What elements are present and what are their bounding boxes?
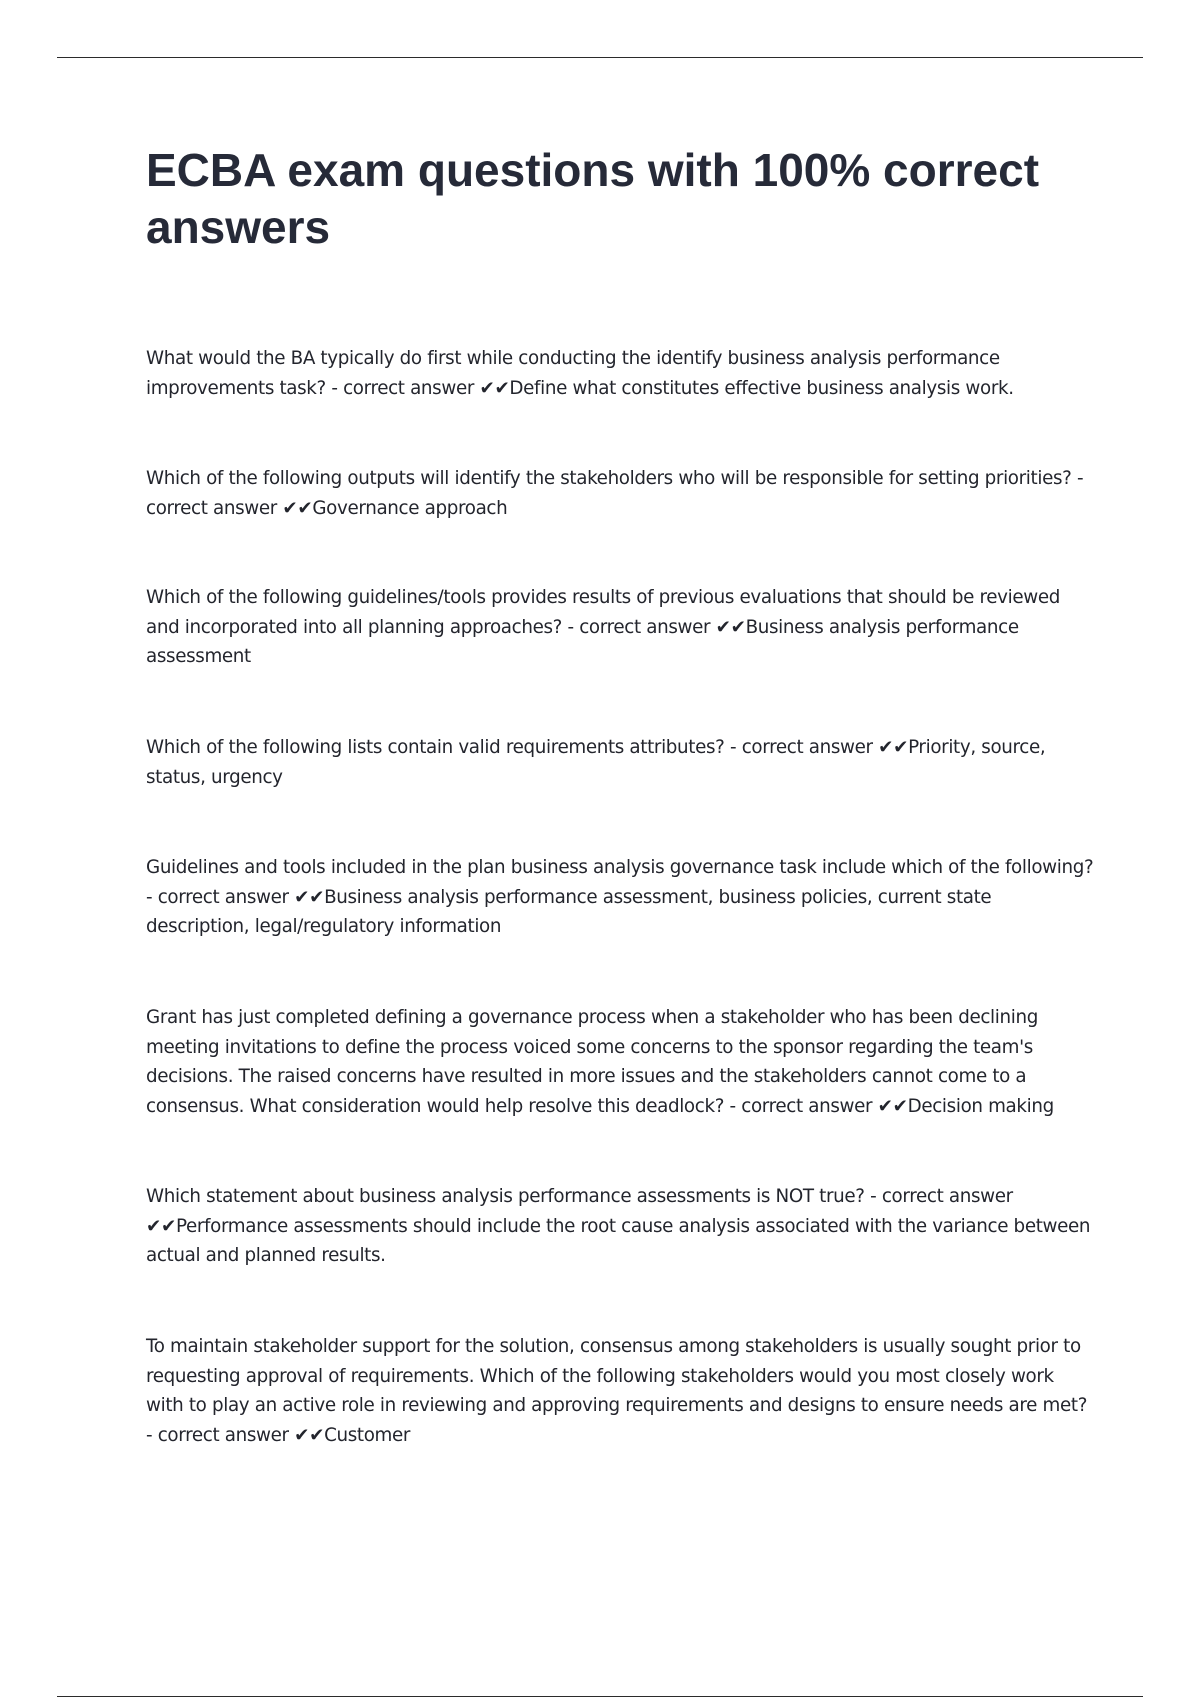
answer-text: Business analysis performance assessment, business policies, current state description, legal/regulatory information [146,886,992,937]
separator: - [325,377,344,399]
checkmark-icon: ✔✔ [479,377,510,399]
answer-label: correct answer [343,377,475,399]
answer-label: correct answer [741,1095,873,1117]
answer-text: Define what constitutes effective business analysis work. [509,377,1014,399]
question-text: What would the BA typically do first while conducting the identify business analysis performance improvements task? [146,348,1000,399]
separator: - [146,1424,158,1446]
answer-text: Decision making [907,1095,1054,1117]
answer-label: correct answer [741,737,873,758]
checkmark-icon: ✔✔ [715,616,746,638]
question-text: Which of the following lists contain valid requirements attributes? [146,737,725,758]
question-text: Grant has just completed defining a governance process when a stakeholder who has been declining meeting invitations to define the process voiced some concerns to the sponsor regarding the team's decisions. The raised concerns have resulted in more issues and the stakeholders cannot come to a consensus. What consideration would help resolve this deadlock? [146,1007,1038,1117]
answer-text: Customer [324,1424,411,1446]
bottom-rule [57,1696,1143,1697]
answer-text: Governance approach [312,497,508,519]
top-rule [57,57,1143,58]
checkmark-icon: ✔✔ [878,737,909,758]
separator: - [146,886,158,908]
question-text: Which statement about business analysis performance assessments is NOT true? [146,1186,865,1207]
separator: - [1071,468,1084,489]
question-text: Guidelines and tools included in the plan business analysis governance task include which of the following? [146,857,1094,878]
checkmark-icon: ✔✔ [877,1095,908,1117]
answer-text: Business analysis performance assessment [146,616,1019,667]
question-text: Which of the following outputs will identify the stakeholders who will be responsible for setting priorities? [146,468,1072,489]
answer-label: correct answer [146,497,277,519]
answer-text: Performance assessments should include the root cause analysis associated with the variance between actual and planned results. [146,1215,1091,1266]
qa-item-6 [146,1003,1096,1121]
separator: - [562,616,580,638]
answer-label: correct answer [579,616,711,638]
checkmark-icon: ✔✔ [146,1215,176,1237]
question-text: Which of the following guidelines/tools provides results of previous evaluations that should be reviewed and incorporated into all planning approaches? [146,587,1061,638]
answer-text: Priority, source, status, urgency [146,737,1046,788]
checkmark-icon: ✔✔ [294,1424,325,1446]
question-text: To maintain stakeholder support for the solution, consensus among stakeholders is usually sought prior to requesting approval of requirements. Which of the following stakeholders would you most closely work with to play an active role in reviewing and approving requirements and designs to ensure needs are met? [146,1336,1088,1416]
checkmark-icon: ✔✔ [282,497,313,519]
answer-label: correct answer [881,1186,1013,1207]
separator: - [864,1186,882,1207]
separator: - [724,1095,742,1117]
document-title: ECBA exam questions with 100% correct answers [146,144,1040,253]
qa-item-3 [146,583,1096,672]
qa-item-5 [146,853,1096,942]
answer-label: correct answer [157,1424,289,1446]
separator: - [724,737,742,758]
qa-item-8 [146,1332,1096,1450]
answer-label: correct answer [157,886,289,908]
qa-item-4 [146,733,1096,792]
qa-item-7 [146,1182,1096,1271]
qa-item-2 [146,464,1096,523]
qa-item-1 [146,344,1096,403]
checkmark-icon: ✔✔ [294,886,325,908]
